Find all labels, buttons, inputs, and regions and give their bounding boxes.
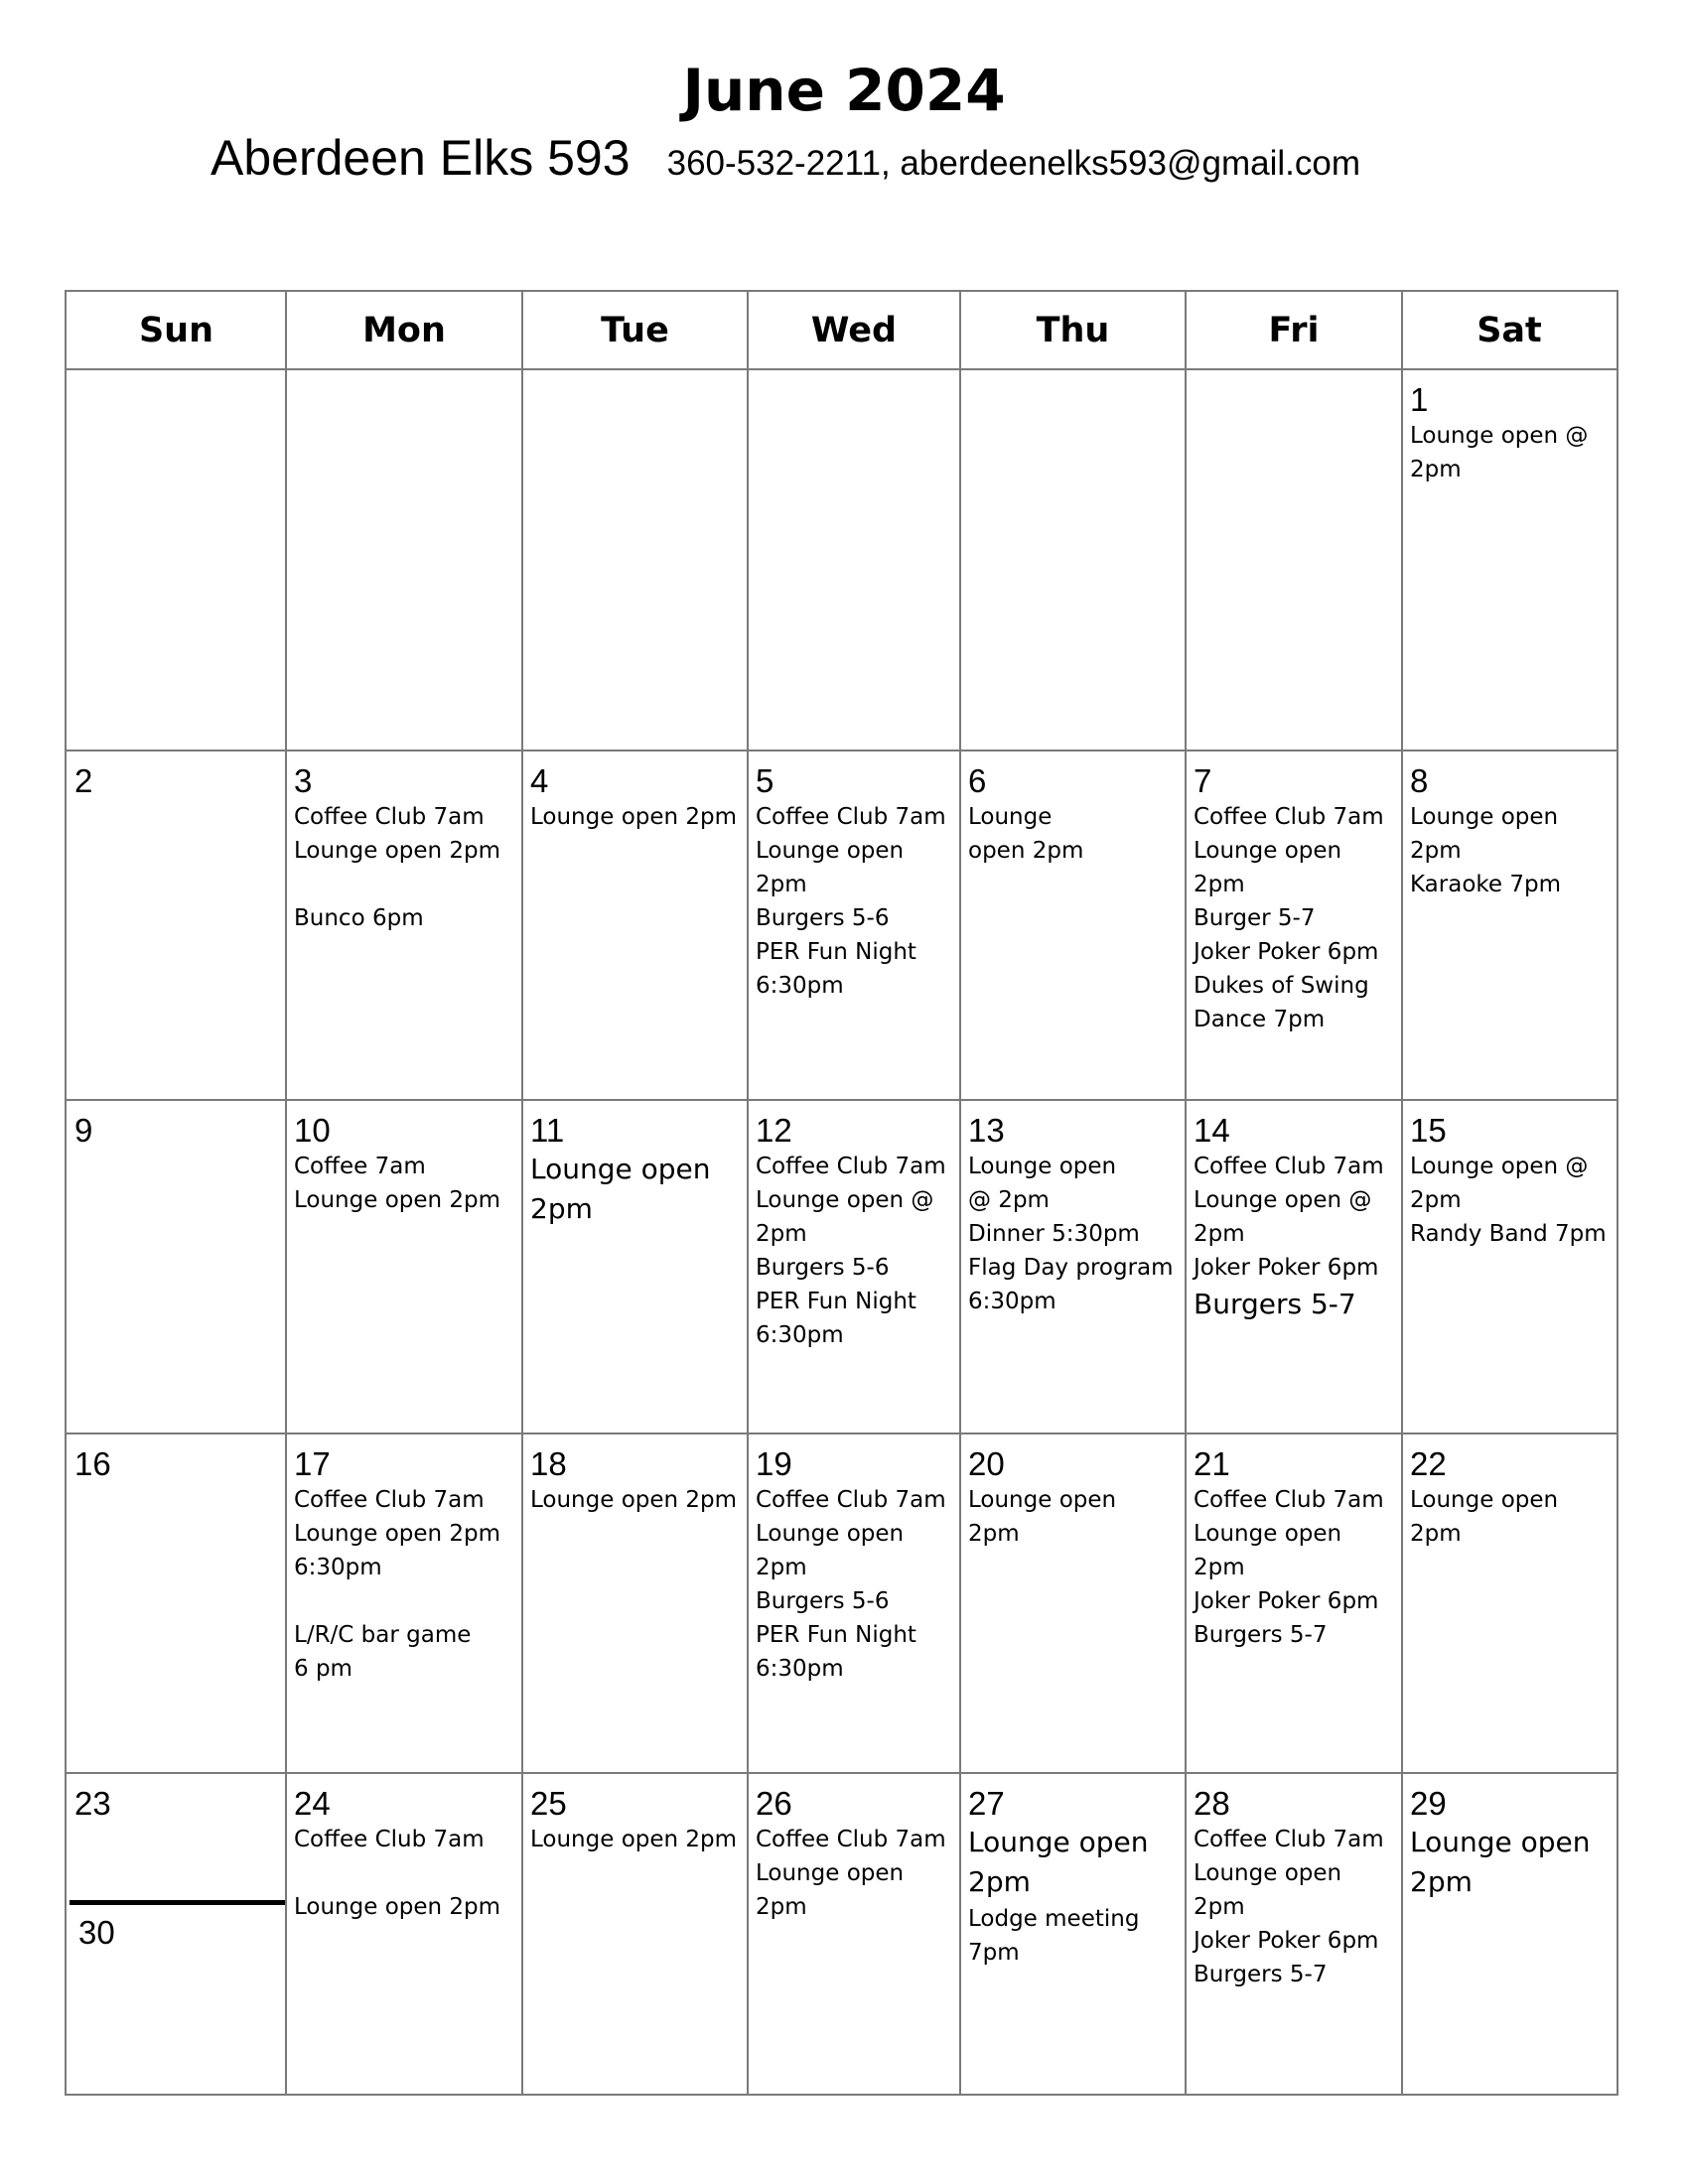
event-line: @ 2pm [968, 1187, 1050, 1213]
event-line: Lounge open [968, 1826, 1149, 1858]
day-number: 5 [756, 762, 774, 799]
weekday-header-mon: Mon [362, 311, 446, 350]
event-line: Lodge meeting [968, 1906, 1140, 1932]
calendar-day-cell [286, 751, 522, 1100]
event-line: Randy Band 7pm [1410, 1221, 1607, 1247]
day-number: 18 [530, 1445, 567, 1482]
calendar-day-cell [1186, 1433, 1402, 1773]
event-line: Lounge open @ [1410, 423, 1589, 449]
weekday-header-tue: Tue [601, 311, 669, 350]
event-line: 2pm [530, 1192, 593, 1225]
event-line: 6:30pm [756, 1322, 844, 1348]
event-spacer [294, 1856, 514, 1890]
calendar-day-cell [1186, 369, 1402, 751]
event-line: open 2pm [968, 838, 1084, 864]
day-number: 23 [74, 1785, 111, 1822]
event-line: Lounge open [1410, 1826, 1591, 1858]
event-line: Coffee Club 7am [756, 1487, 946, 1513]
calendar-day-cell [522, 1100, 748, 1433]
event-line: 6:30pm [756, 1656, 844, 1682]
event-line: Lounge open [1410, 1487, 1559, 1513]
weekday-header-fri: Fri [1268, 311, 1320, 350]
event-line: Burgers 5-7 [1194, 1962, 1328, 1987]
event-line: Lounge [968, 804, 1053, 830]
calendar-day-cell [67, 369, 286, 751]
page-title: June 2024 [682, 57, 1006, 124]
calendar-day-cell [1186, 1100, 1402, 1433]
org-name: Aberdeen Elks 593 [211, 130, 631, 186]
event-line: L/R/C bar game [294, 1622, 472, 1648]
calendar-day-cell [1402, 1100, 1617, 1433]
event-line: 2pm [1410, 1187, 1462, 1213]
day-number: 14 [1194, 1112, 1230, 1149]
day-number: 29 [1410, 1785, 1447, 1822]
event-line: Lounge open [1194, 838, 1342, 864]
day-number: 24 [294, 1785, 331, 1822]
event-line: 2pm [1410, 1521, 1462, 1547]
event-line: Flag Day program [968, 1255, 1174, 1281]
event-line: Coffee Club 7am [294, 1487, 485, 1513]
event-line: PER Fun Night [756, 1622, 916, 1648]
event-line: Lounge open 2pm [530, 1827, 738, 1852]
day-number: 17 [294, 1445, 331, 1482]
calendar-day-cell [748, 1100, 960, 1433]
event-line: 2pm [1194, 1555, 1245, 1580]
event-line: Karaoke 7pm [1410, 872, 1561, 897]
event-line: Coffee Club 7am [1194, 1827, 1384, 1852]
event-line: 2pm [756, 872, 807, 897]
event-line: 2pm [1194, 1221, 1245, 1247]
event-line: Lounge open [968, 1154, 1117, 1179]
weekday-header-thu: Thu [1036, 311, 1110, 350]
event-spacer [294, 1584, 514, 1618]
day-number: 26 [756, 1785, 792, 1822]
day-number: 25 [530, 1785, 567, 1822]
weekday-header-wed: Wed [810, 311, 898, 350]
contact-info: 360-532-2211, aberdeenelks593@gmail.com [666, 144, 1360, 183]
event-line: Burgers 5-6 [756, 905, 890, 931]
event-line: Joker Poker 6pm [1194, 939, 1379, 965]
weekday-header-sun: Sun [138, 311, 214, 350]
calendar-day-cell [522, 751, 748, 1100]
calendar-day-cell [522, 1433, 748, 1773]
event-line: 2pm [968, 1865, 1031, 1898]
event-line: Lounge open [756, 1521, 905, 1547]
day-number: 28 [1194, 1785, 1230, 1822]
event-line: Dinner 5:30pm [968, 1221, 1140, 1247]
subtitle [211, 129, 1360, 187]
day-number: 7 [1194, 762, 1212, 799]
event-line: Dukes of Swing [1194, 973, 1369, 999]
calendar-day-cell [960, 1100, 1186, 1433]
event-line: Joker Poker 6pm [1194, 1928, 1379, 1954]
day-number: 4 [530, 762, 549, 799]
event-line: 2pm [1410, 1865, 1473, 1898]
event-line: Lounge open 2pm [294, 1521, 501, 1547]
day-number: 8 [1410, 762, 1429, 799]
event-line: 6:30pm [968, 1289, 1056, 1314]
calendar-day-cell [67, 1100, 286, 1433]
calendar-day-cell [67, 751, 286, 1100]
event-line: Coffee Club 7am [756, 804, 946, 830]
event-line: Coffee Club 7am [1194, 1487, 1384, 1513]
event-line: PER Fun Night [756, 939, 916, 965]
day-number: 6 [968, 762, 987, 799]
event-line: Burgers 5-7 [1194, 1622, 1328, 1648]
event-line: Bunco 6pm [294, 905, 424, 931]
calendar-day-cell [67, 1773, 286, 2094]
event-line: Coffee 7am [294, 1154, 426, 1179]
event-line: 6:30pm [294, 1555, 382, 1580]
event-line: Lounge open 2pm [294, 1187, 501, 1213]
event-line: 2pm [1410, 457, 1462, 482]
event-spacer [294, 868, 514, 901]
event-line: Coffee Club 7am [756, 1154, 946, 1179]
event-line: 6 pm [294, 1656, 352, 1682]
event-line: 6:30pm [756, 973, 844, 999]
day-number: 1 [1410, 381, 1429, 418]
event-line: Lounge open 2pm [294, 1894, 501, 1920]
event-line: Coffee Club 7am [1194, 804, 1384, 830]
event-line: 2pm [756, 1894, 807, 1920]
event-line: 2pm [1194, 1894, 1245, 1920]
day-number: 19 [756, 1445, 792, 1482]
event-line: Lounge open @ [756, 1187, 934, 1213]
day-number: 2 [74, 762, 93, 799]
calendar-day-cell [960, 1773, 1186, 2094]
event-line: 7pm [968, 1940, 1020, 1966]
calendar-day-cell [1186, 1773, 1402, 2094]
calendar-day-cell [960, 369, 1186, 751]
event-line: Lounge open [756, 1860, 905, 1886]
event-line: Lounge open @ [1410, 1154, 1589, 1179]
event-line: 2pm [756, 1221, 807, 1247]
calendar-day-cell [960, 1433, 1186, 1773]
calendar-day-cell [286, 369, 522, 751]
event-line: Lounge open @ [1194, 1187, 1372, 1213]
day-number: 12 [756, 1112, 792, 1149]
weekday-header-sat: Sat [1477, 311, 1542, 350]
day-number: 15 [1410, 1112, 1447, 1149]
event-line: 2pm [1194, 872, 1245, 897]
event-line: Lounge open 2pm [530, 1487, 738, 1513]
event-line: Burger 5-7 [1194, 905, 1316, 931]
event-line: 2pm [1410, 838, 1462, 864]
event-line: PER Fun Night [756, 1289, 916, 1314]
event-line: Lounge open 2pm [294, 838, 501, 864]
day-number: 27 [968, 1785, 1005, 1822]
calendar-day-cell [1402, 1773, 1617, 2094]
event-line: Lounge open [1410, 804, 1559, 830]
event-line: Burgers 5-6 [756, 1588, 890, 1614]
day-number: 20 [968, 1445, 1005, 1482]
calendar-day-cell [748, 1433, 960, 1773]
event-line: Lounge open [756, 838, 905, 864]
event-line: 2pm [968, 1521, 1020, 1547]
calendar-day-cell [1402, 1433, 1617, 1773]
event-line: Lounge open [968, 1487, 1117, 1513]
event-line: Burgers 5-6 [756, 1255, 890, 1281]
calendar-day-cell [522, 369, 748, 751]
calendar-day-cell [748, 1773, 960, 2094]
event-line: Coffee Club 7am [1194, 1154, 1384, 1179]
event-line: Lounge open [530, 1153, 711, 1185]
calendar-day-cell [522, 1773, 748, 2094]
event-line: Dance 7pm [1194, 1007, 1326, 1032]
day-number: 13 [968, 1112, 1005, 1149]
event-line: Joker Poker 6pm [1194, 1588, 1379, 1614]
event-line: Lounge open 2pm [530, 804, 738, 830]
calendar-day-cell [286, 1433, 522, 1773]
day-number: 9 [74, 1112, 93, 1149]
calendar-grid [65, 290, 1618, 2096]
day-number: 22 [1410, 1445, 1447, 1482]
calendar-day-cell [748, 369, 960, 751]
calendar-day-cell [748, 751, 960, 1100]
event-line: Coffee Club 7am [756, 1827, 946, 1852]
calendar-day-cell [1402, 751, 1617, 1100]
calendar-day-cell [1402, 369, 1617, 751]
day-number-30: 30 [78, 1914, 115, 1951]
day-number: 10 [294, 1112, 331, 1149]
event-line: Lounge open [1194, 1860, 1342, 1886]
event-line: Lounge open [1194, 1521, 1342, 1547]
calendar-day-cell [1186, 751, 1402, 1100]
day-number: 3 [294, 762, 313, 799]
calendar-day-cell [960, 751, 1186, 1100]
calendar-day-cell [286, 1100, 522, 1433]
event-line: Joker Poker 6pm [1194, 1255, 1379, 1281]
event-line: Coffee Club 7am [294, 1827, 485, 1852]
event-line: Coffee Club 7am [294, 804, 485, 830]
event-line: Burgers 5-7 [1194, 1288, 1356, 1320]
day-number: 16 [74, 1445, 111, 1482]
calendar-day-cell [67, 1433, 286, 1773]
calendar-day-cell [286, 1773, 522, 2094]
day-number: 11 [530, 1112, 565, 1149]
event-line: 2pm [756, 1555, 807, 1580]
day-number: 21 [1194, 1445, 1230, 1482]
